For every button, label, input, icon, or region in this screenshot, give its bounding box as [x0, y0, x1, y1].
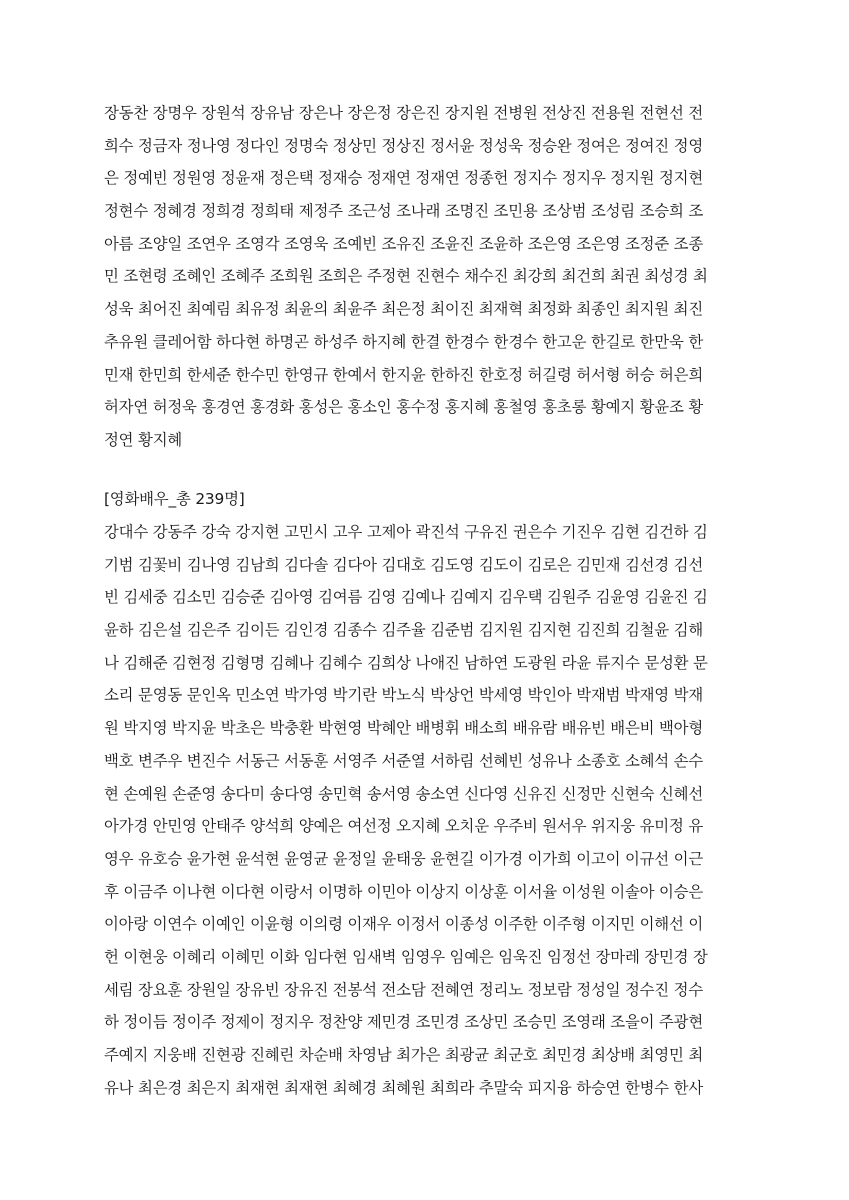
- text-line: 희수 정금자 정나영 정다인 정명숙 정상민 정상진 정서윤 정성욱 정승완 정여은 정여진 정영: [104, 136, 703, 155]
- film-actors-section: [104, 482, 754, 1104]
- text-line: 정현수 정혜경 정희경 정희태 제정주 조근성 조나래 조명진 조민용 조상범 조성림 조승희 조: [104, 202, 703, 221]
- text-line: 아가경 안민영 안태주 양석희 양예은 여선정 오지혜 오치운 우주비 원서우 위지웅 유미정 유: [104, 817, 703, 836]
- text-line: 성욱 최어진 최예림 최유정 최윤의 최윤주 최은정 최이진 최재혁 최정화 최종인 최지원 최진: [104, 300, 703, 319]
- text-line: 정연 황지혜: [104, 430, 183, 449]
- text-line: 허자연 허정욱 홍경연 홍경화 홍성은 홍소인 홍수정 홍지혜 홍철영 홍초롱 황예지 황윤조 황: [104, 398, 703, 417]
- text-line: 이아랑 이연수 이예인 이윤형 이의령 이재우 이정서 이종성 이주한 이주형 이지민 이해선 이: [104, 915, 703, 934]
- text-line: 강대수 강동주 강숙 강지현 고민시 고우 고제아 곽진석 구유진 권은수 기진우 김현 김건하 김: [104, 523, 708, 541]
- text-line: 원 박지영 박지윤 박초은 박충환 박현영 박혜안 배병휘 배소희 배유람 배유빈 배은비 백아형: [104, 719, 703, 738]
- text-line: 윤하 김은설 김은주 김이든 김인경 김종수 김주율 김준범 김지원 김지현 김진희 김철윤 김해: [104, 621, 703, 640]
- text-line: 후 이금주 이나현 이다현 이랑서 이명하 이민아 이상지 이상훈 이서율 이성원 이솔아 이승은: [104, 882, 703, 901]
- text-line: 세림 장요훈 장원일 장유빈 장유진 전봉석 전소담 전혜연 정리노 정보람 정성일 정수진 정수: [104, 980, 703, 999]
- text-line: 아름 조양일 조연우 조영각 조영욱 조예빈 조유진 조윤진 조윤하 조은영 조은영 조정준 조종: [104, 234, 703, 253]
- text-line: 장동찬 장명우 장원석 장유남 장은나 장은정 장은진 장지원 전병원 전상진 전용원 전현선 전: [104, 104, 703, 122]
- text-line: 민 조현령 조혜인 조혜주 조희원 조희은 주정현 진현수 채수진 최강희 최건희 최권 최성경 최: [104, 267, 708, 286]
- text-line: 추유원 클레어함 하다현 하명곤 하성주 하지혜 한결 한경수 한경수 한고운 한길로 한만욱 한: [104, 332, 703, 351]
- text-line: 헌 이현웅 이혜리 이혜민 이화 임다현 임새벽 임영우 임예은 임욱진 임정선 장마레 장민경 장: [104, 947, 708, 966]
- section-heading: [영화배우_총 239명]: [104, 490, 245, 508]
- text-line: 소리 문영동 문인옥 민소연 박가영 박기란 박노식 박상언 박세영 박인아 박재범 박재영 박재: [104, 686, 703, 705]
- text-line: 유나 최은경 최은지 최재현 최재현 최혜경 최혜원 최희라 추말숙 피지융 하승연 한병수 한사: [104, 1078, 703, 1097]
- text-line: 기범 김꽃비 김나영 김남희 김다솔 김다아 김대호 김도영 김도이 김로은 김민재 김선경 김선: [104, 555, 703, 574]
- text-line: 민재 한민희 한세준 한수민 한영규 한예서 한지윤 한하진 한호정 허길령 허서형 허승 허은희: [104, 365, 703, 384]
- text-line: 나 김해준 김현정 김형명 김혜나 김혜수 김희상 나애진 남하연 도광원 라윤 류지수 문성환 문: [104, 653, 708, 672]
- text-line: 은 정예빈 정원영 정윤재 정은택 정재승 정재연 정재연 정종헌 정지수 정지우 정지원 정지현: [104, 169, 703, 188]
- text-line: 하 정이듬 정이주 정제이 정지우 정찬양 제민경 조민경 조상민 조승민 조영래 조을이 주광현: [104, 1013, 703, 1032]
- text-line: 주예지 지웅배 진현광 진혜린 차순배 차영남 최가은 최광균 최군호 최민경 최상배 최영민 최: [104, 1046, 703, 1064]
- text-line: 백호 변주우 변진수 서동근 서동훈 서영주 서준열 서하림 선혜빈 성유나 소종호 소혜석 손수: [104, 751, 703, 770]
- text-line: 영우 유호승 윤가현 윤석현 윤영균 윤정일 윤태웅 윤현길 이가경 이가희 이고이 이규선 이근: [104, 849, 703, 868]
- name-list-continuation: [104, 97, 754, 457]
- text-line: 빈 김세중 김소민 김승준 김아영 김여름 김영 김예나 김예지 김우택 김원주 김윤영 김윤진 김: [104, 588, 708, 607]
- text-line: 현 손예원 손준영 송다미 송다영 송민혁 송서영 송소연 신다영 신유진 신정만 신현숙 신혜선: [104, 784, 703, 803]
